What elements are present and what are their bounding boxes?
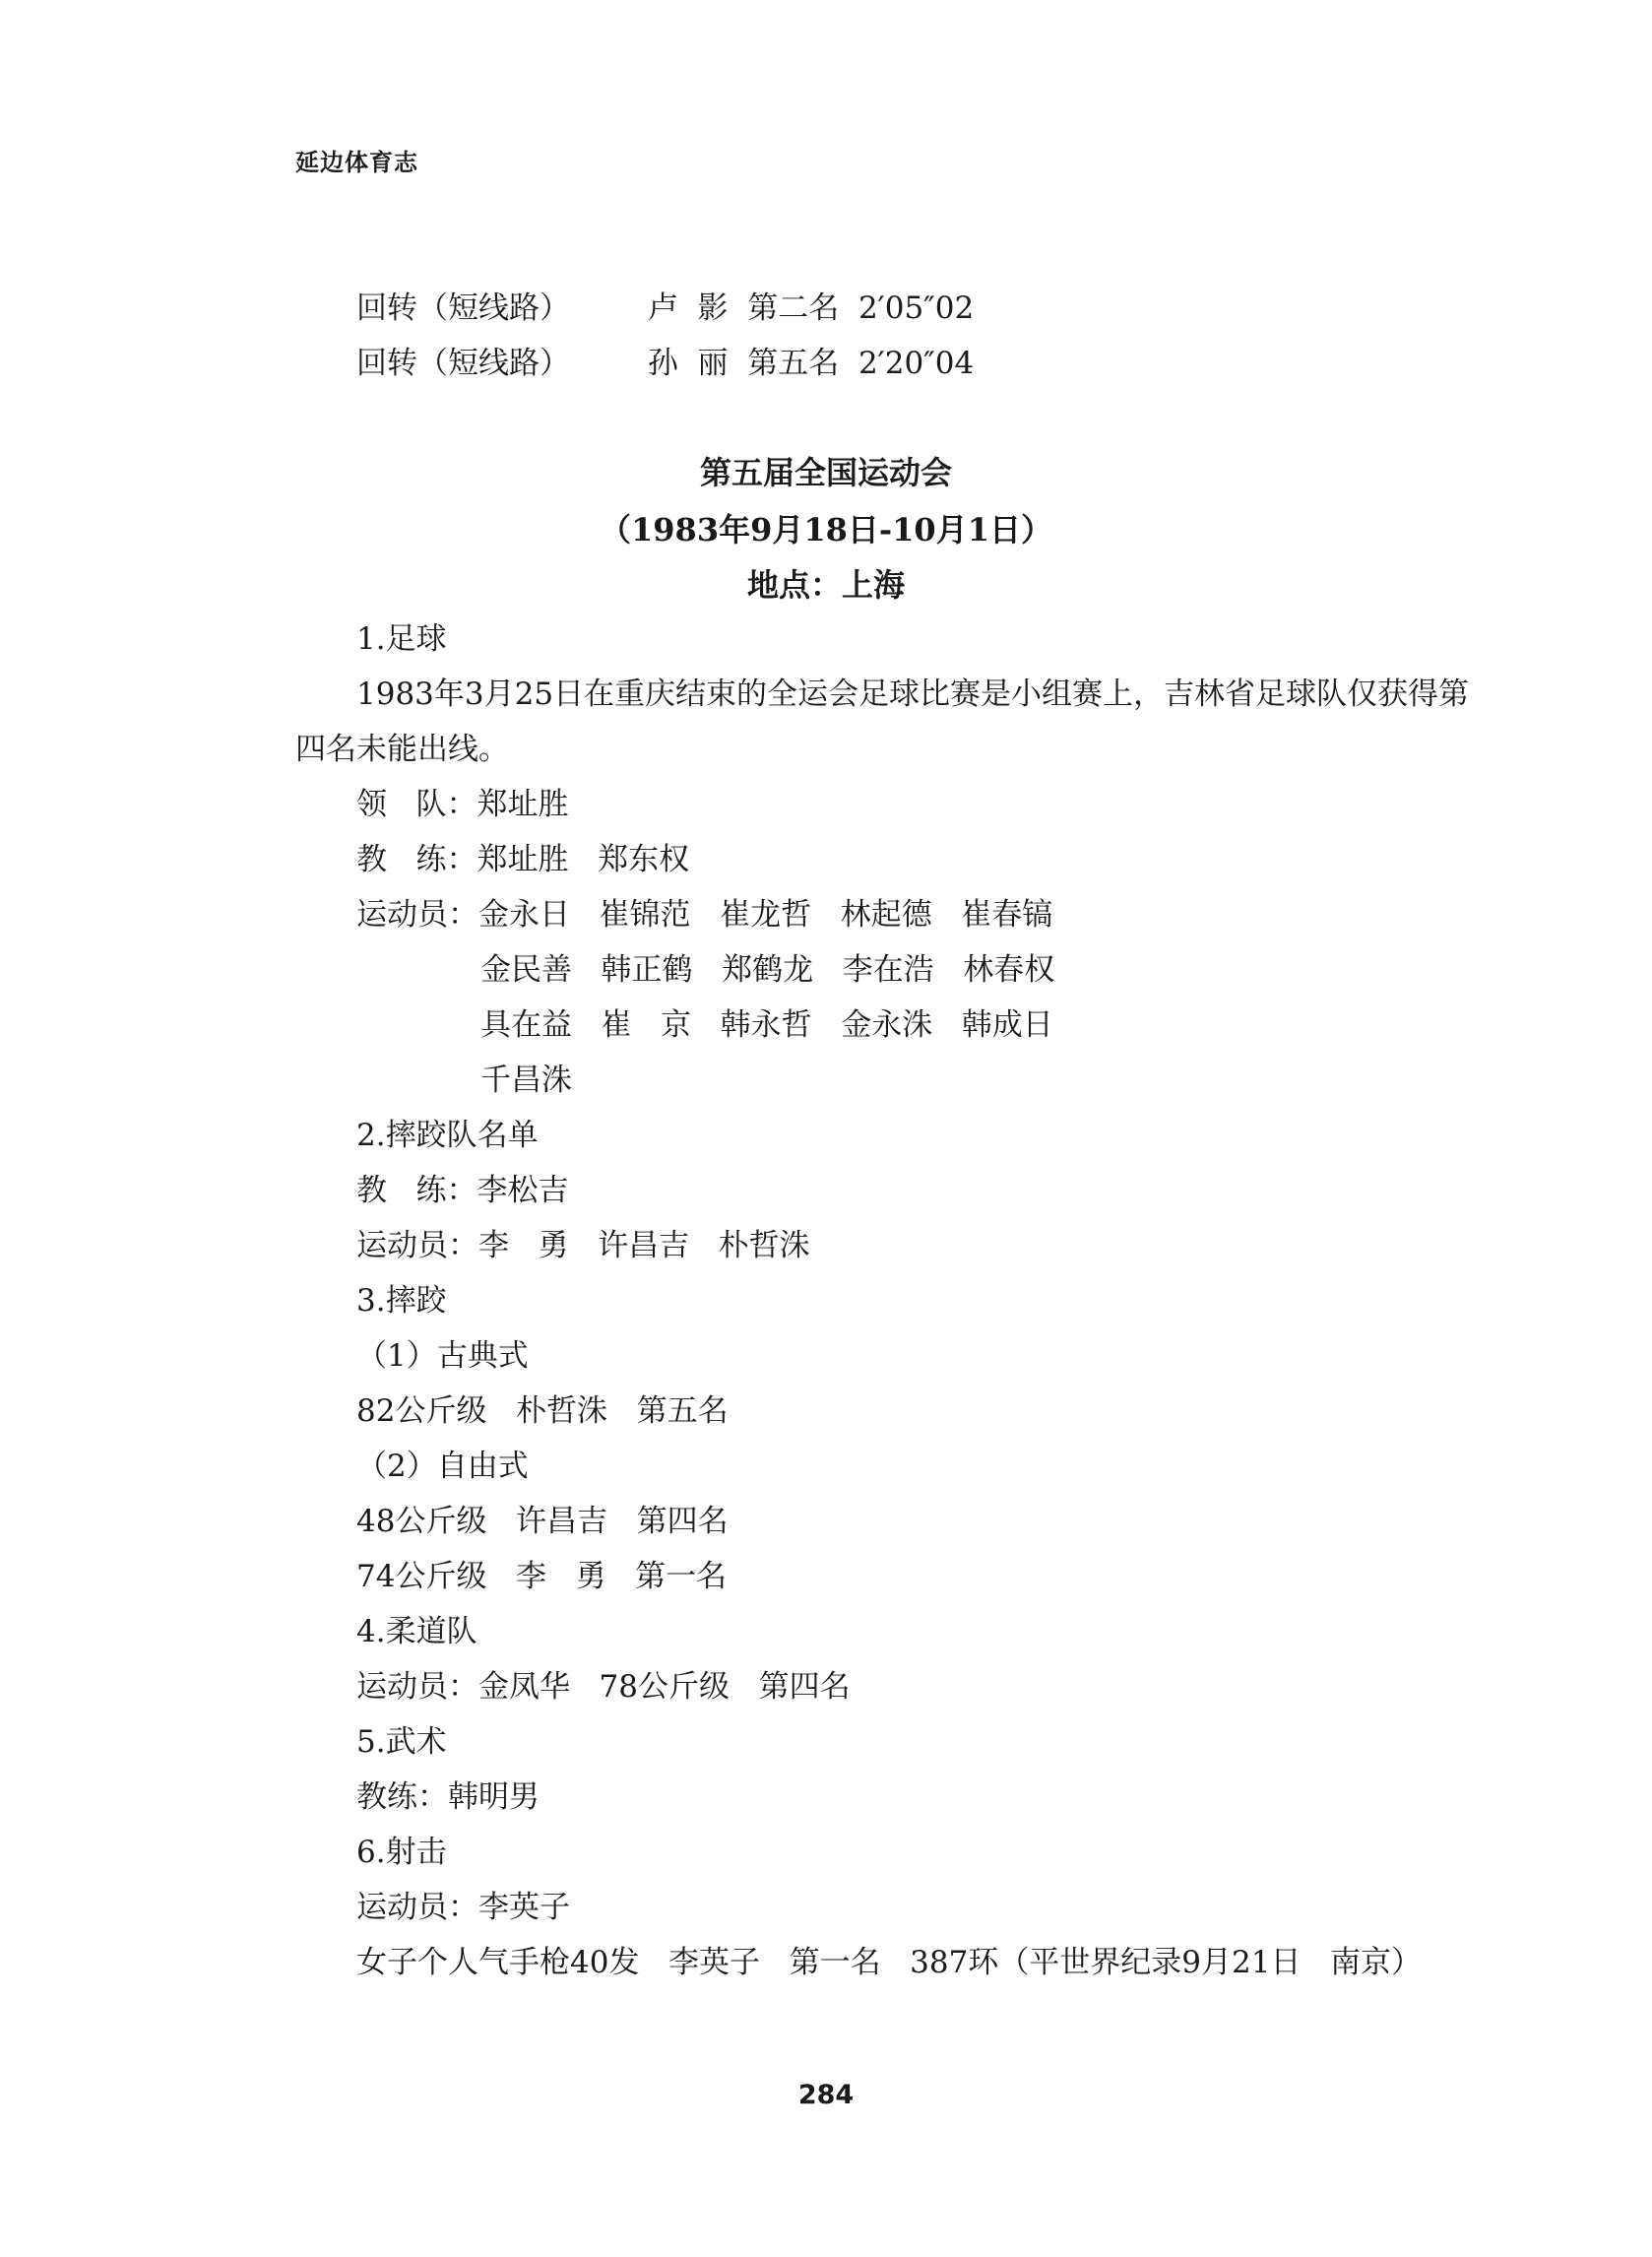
wrestling-coach: 教 练：李松吉 — [356, 1173, 569, 1208]
result-line-slalom-1: 回转（短线路） 卢 影 第二名 2′05″02 — [356, 290, 975, 326]
result-74kg: 74公斤级 李 勇 第一名 — [356, 1559, 728, 1594]
football-team-leader: 领 队：郑址胜 — [356, 787, 569, 822]
heading-wrestling: 3.摔跤 — [356, 1283, 447, 1319]
result-48kg: 48公斤级 许昌吉 第四名 — [356, 1504, 729, 1539]
football-athletes-row4: 千昌洙 — [480, 1063, 572, 1098]
heading-shooting: 6.射击 — [356, 1835, 447, 1870]
heading-wrestling-roster: 2.摔跤队名单 — [356, 1118, 539, 1153]
wushu-coach: 教练：韩明男 — [356, 1779, 540, 1815]
football-coaches: 教 练：郑址胜 郑东权 — [356, 842, 690, 877]
football-athletes-row2: 金民善 韩正鹤 郑鹤龙 李在浩 林春权 — [480, 952, 1055, 988]
section-title: 第五届全国运动会 — [699, 454, 952, 491]
football-athletes-row3: 具在益 崔 京 韩永哲 金永洙 韩成日 — [480, 1007, 1053, 1043]
shooting-athlete: 运动员：李英子 — [356, 1890, 570, 1925]
running-header: 延边体育志 — [295, 149, 418, 176]
wrestling-athletes: 运动员：李 勇 许昌吉 朴哲洙 — [356, 1228, 810, 1263]
paragraph-football-line2: 四名未能出线。 — [295, 732, 509, 767]
heading-football: 1.足球 — [356, 621, 447, 657]
section-dates: （1983年9月18日-10月1日） — [600, 511, 1052, 548]
football-athletes-row1: 运动员：金永日 崔锦范 崔龙哲 林起德 崔春镐 — [356, 897, 1053, 933]
result-82kg: 82公斤级 朴哲洙 第五名 — [356, 1393, 729, 1429]
judo-athlete: 运动员：金凤华 78公斤级 第四名 — [356, 1669, 851, 1705]
heading-judo: 4.柔道队 — [356, 1614, 477, 1649]
shooting-result: 女子个人气手枪40发 李英子 第一名 387环（平世界纪录9月21日 南京） — [356, 1945, 1423, 1980]
paragraph-football-line1: 1983年3月25日在重庆结束的全运会足球比赛是小组赛上，吉林省足球队仅获得第 — [356, 677, 1470, 712]
result-line-slalom-2: 回转（短线路） 孙 丽 第五名 2′20″04 — [356, 346, 975, 381]
page-number: 284 — [797, 2080, 855, 2110]
section-location: 地点：上海 — [746, 566, 905, 604]
heading-wushu: 5.武术 — [356, 1724, 447, 1760]
subheading-classical: （1）古典式 — [356, 1338, 529, 1374]
subheading-freestyle: （2）自由式 — [356, 1449, 529, 1484]
